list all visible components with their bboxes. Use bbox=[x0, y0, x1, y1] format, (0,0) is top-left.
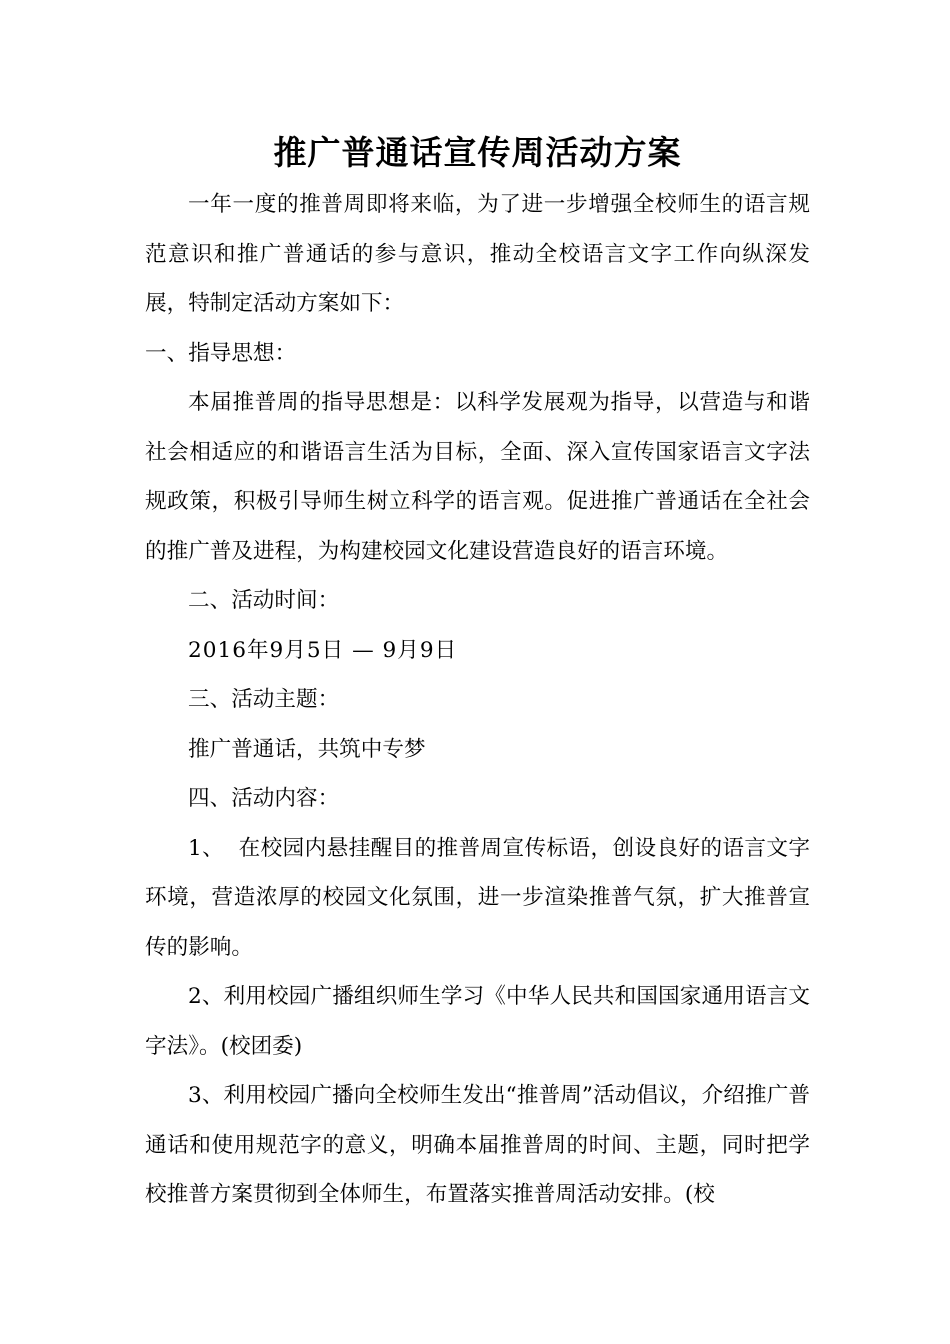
activity-date-range: 2016年9月5日 — 9月9日 bbox=[188, 637, 458, 663]
section-heading-guiding-thought: 一、指导思想： bbox=[145, 340, 297, 366]
document-title: 推广普通话宣传周活动方案 bbox=[273, 133, 682, 172]
guiding-thought-paragraph: 本届推普周的指导思想是：以科学发展观为指导，以营造与和谐社会相适应的和谐语言生活为目标，全面、深入宣传国家语言文字法规政策，积极引导师生树立科学的语言观。促进推广普通话在全社会的推广普及进程，为构建校园文化建设营造良好的语言环境。 bbox=[145, 390, 810, 564]
activity-theme-text: 推广普通话，共筑中专梦 bbox=[188, 736, 426, 762]
intro-paragraph: 一年一度的推普周即将来临，为了进一步增强全校师生的语言规范意识和推广普通话的参与意识，推动全校语言文字工作向纵深发展，特制定活动方案如下： bbox=[145, 192, 810, 316]
section-heading-activity-time: 二、活动时间： bbox=[188, 588, 340, 613]
section-heading-activity-content: 四、活动内容： bbox=[188, 786, 340, 811]
document-page bbox=[145, 128, 810, 1220]
content-item-1: 1、 在校园内悬挂醒目的推普周宣传标语，创设良好的语言文字环境，营造浓厚的校园文化氛围，进一步渲染推普气氛，扩大推普宣传的影响。 bbox=[145, 835, 810, 960]
content-item-3: 3、利用校园广播向全校师生发出“推普周”活动倡议，介绍推广普通话和使用规范字的意义，明确本届推普周的时间、主题，同时把学校推普方案贯彻到全体师生，布置落实推普周活动安排。(校 bbox=[145, 1083, 810, 1207]
section-heading-activity-theme: 三、活动主题： bbox=[188, 687, 340, 712]
content-item-2: 2、利用校园广播组织师生学习《中华人民共和国国家通用语言文字法》。(校团委) bbox=[145, 984, 810, 1059]
